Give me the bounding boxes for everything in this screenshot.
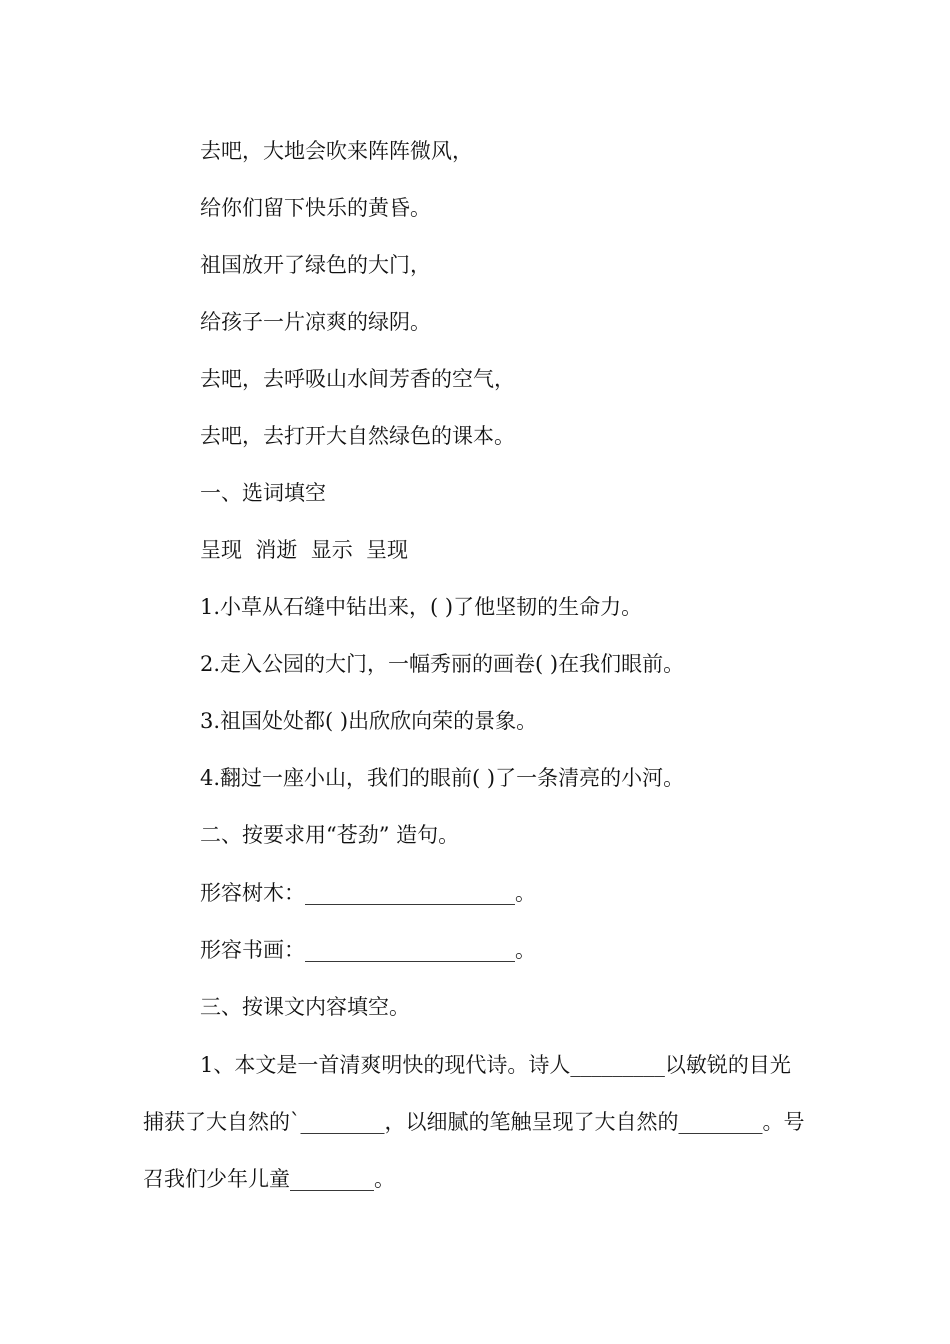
fill-item-3: 3.祖国处处都( )出欣欣向荣的景象。 — [200, 709, 538, 733]
poem-line-2: 给你们留下快乐的黄昏。 — [200, 196, 431, 220]
sentence-item-trees: 形容树木：____________________。 — [200, 881, 536, 905]
section1-heading: 一、选词填空 — [200, 481, 326, 505]
poem-line-4: 给孩子一片凉爽的绿阴。 — [200, 310, 431, 334]
fill-item-2: 2.走入公园的大门，一幅秀丽的画卷( )在我们眼前。 — [200, 652, 685, 676]
poem-line-5: 去吧，去呼吸山水间芳香的空气， — [200, 367, 515, 391]
section3-heading: 三、按课文内容填空。 — [200, 995, 410, 1019]
poem-line-3: 祖国放开了绿色的大门， — [200, 253, 431, 277]
sentence-item-calligraphy: 形容书画：____________________。 — [200, 938, 536, 962]
poem-line-1: 去吧，大地会吹来阵阵微风， — [200, 139, 473, 163]
section2-heading: 二、按要求用“苍劲” 造句。 — [200, 823, 460, 847]
poem-line-6: 去吧，去打开大自然绿色的课本。 — [200, 424, 515, 448]
fill-item-4: 4.翻过一座小山，我们的眼前( )了一条清亮的小河。 — [200, 766, 685, 790]
fill-item-1: 1.小草从石缝中钻出来，( )了他坚韧的生命力。 — [200, 595, 643, 619]
word-bank: 呈现 消逝 显示 呈现 — [200, 538, 409, 562]
section3-paragraph: 1、本文是一首清爽明快的现代诗。诗人_________以敏锐的目光捕获了大自然的`________，以细腻的笔触呈现了大自然的________。号召我们少年儿童________。 — [143, 1053, 805, 1191]
